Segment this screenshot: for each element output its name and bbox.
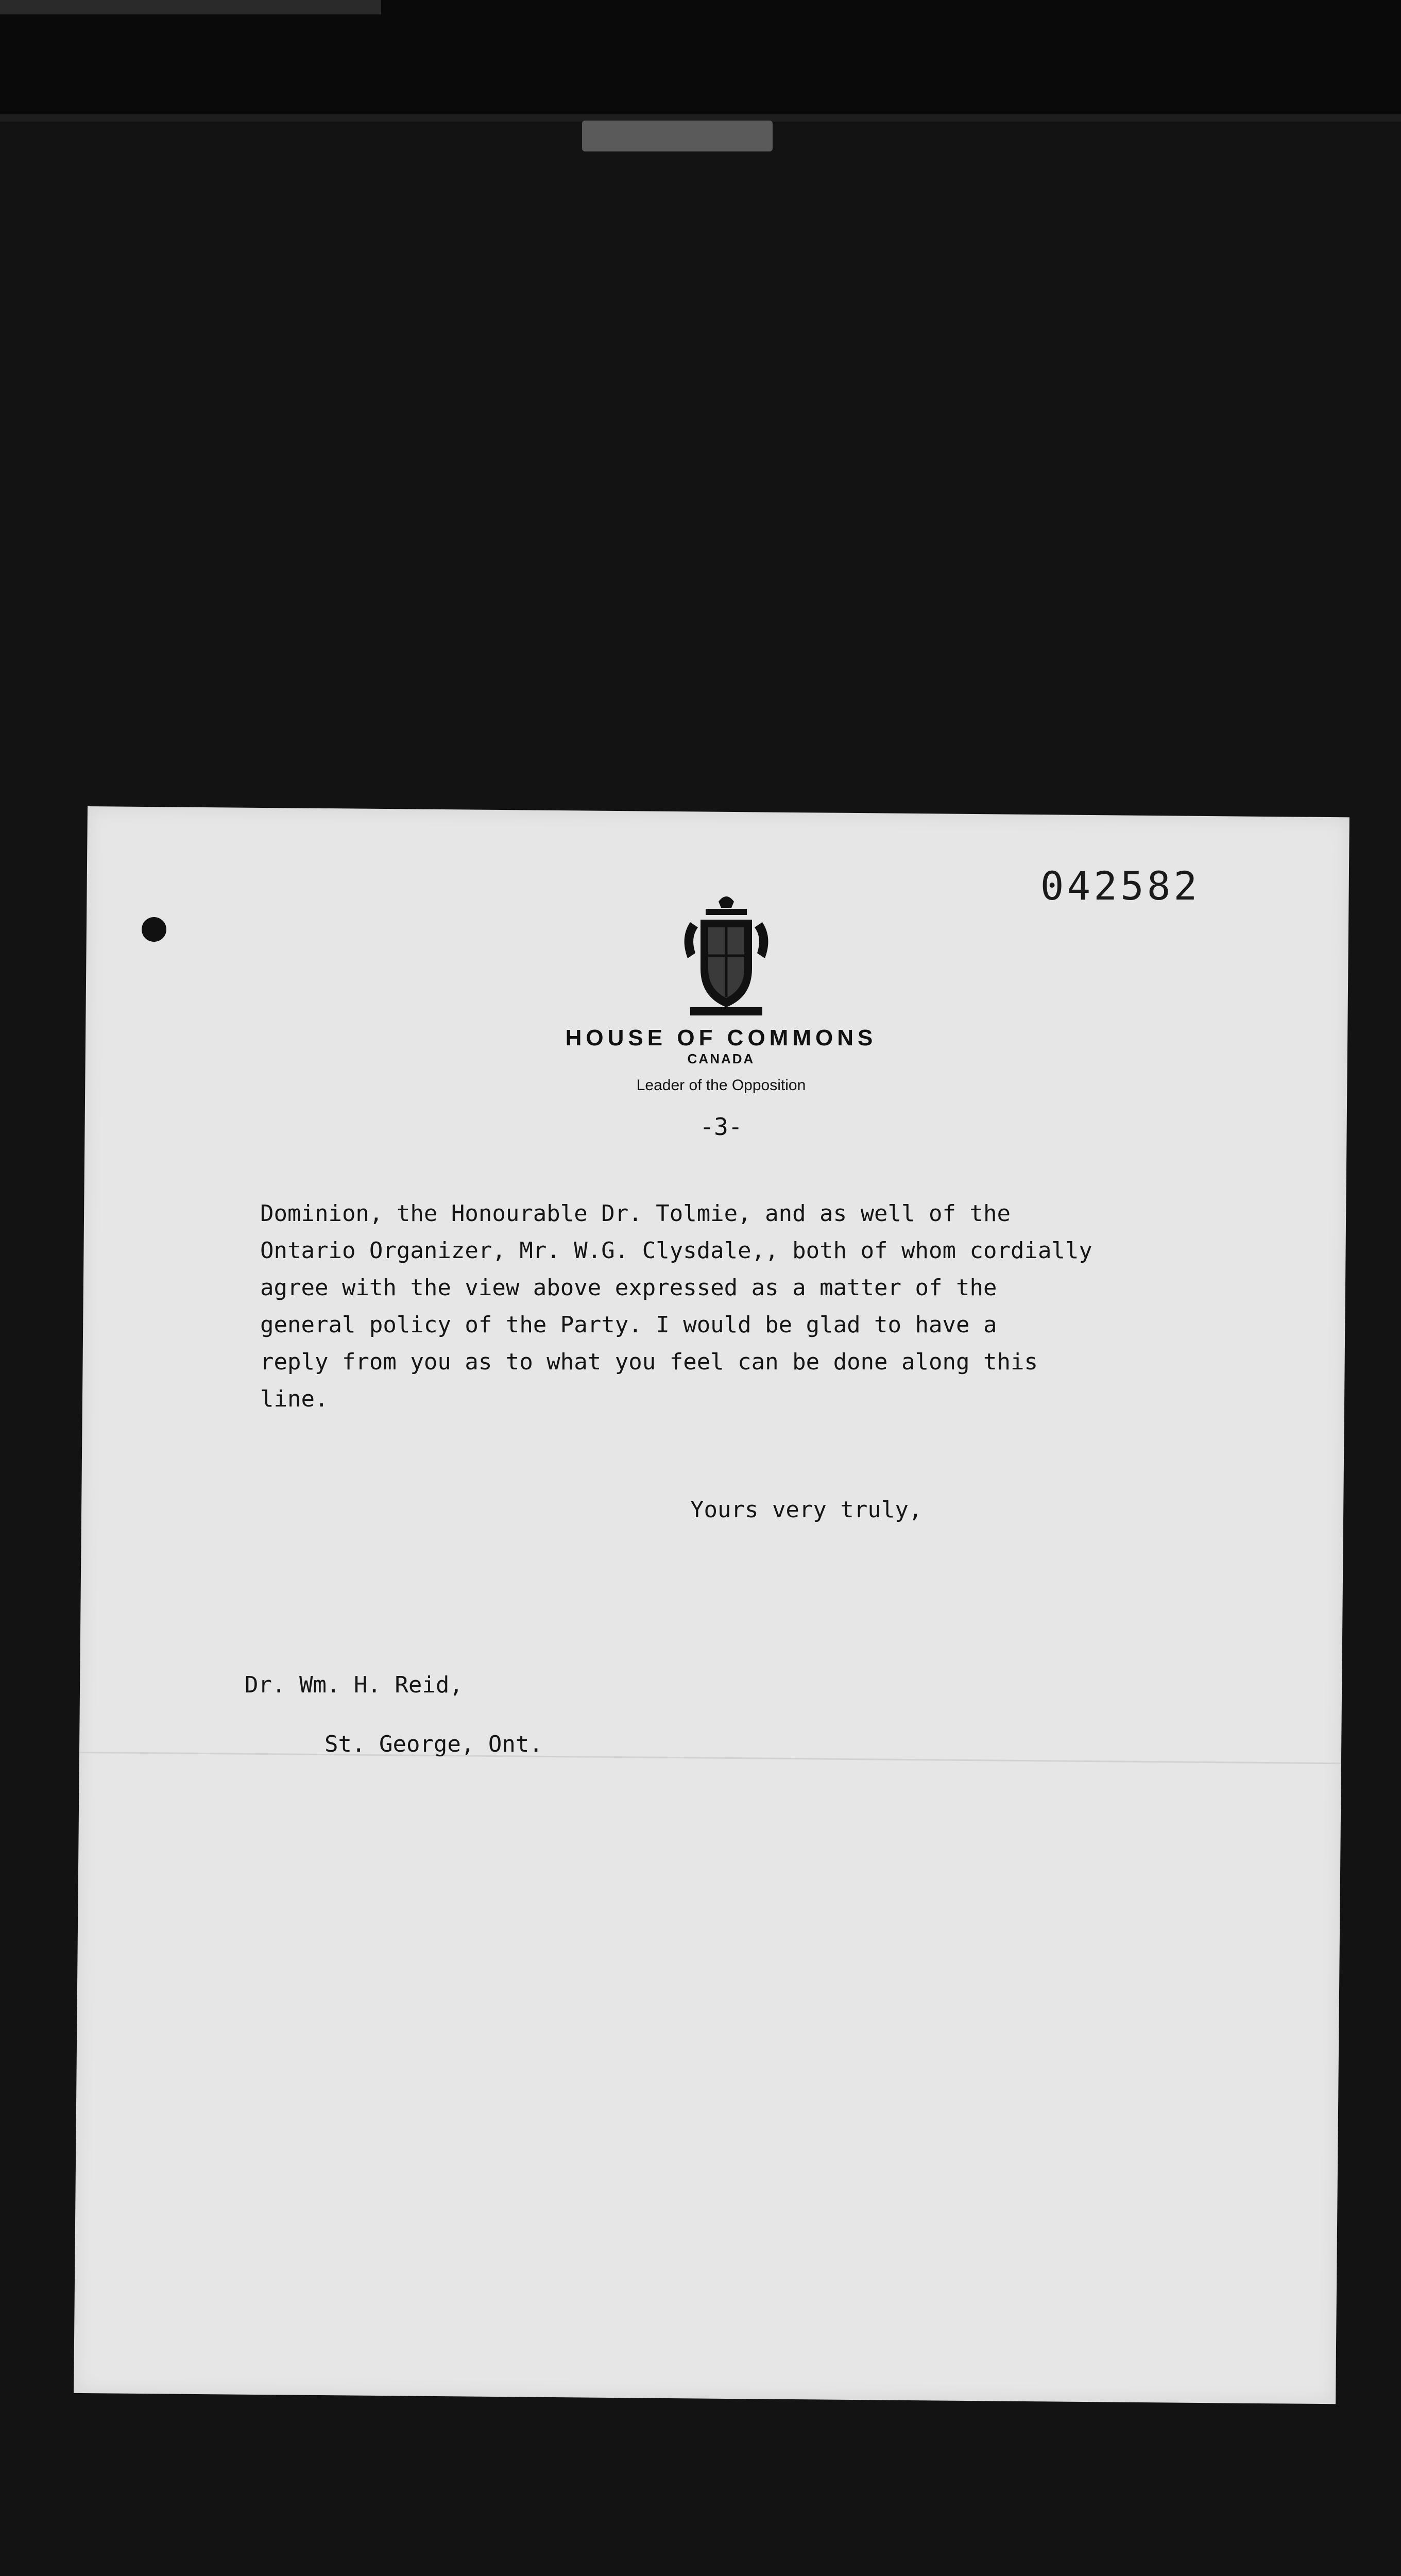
film-holder-tab (582, 121, 773, 151)
coat-of-arms-crest-icon (670, 891, 783, 1020)
document-number: 042582 (1040, 863, 1201, 909)
body-line: reply from you as to what you feel can be done along this (260, 1349, 1038, 1375)
letterhead-title: HOUSE OF COMMONS (565, 1025, 877, 1050)
page-fold-line (79, 1752, 1341, 1764)
letter-closing: Yours very truly, (690, 1497, 922, 1523)
punch-hole (142, 917, 166, 942)
page-number: -3- (699, 1113, 743, 1141)
body-line: general policy of the Party. I would be glad to have a (260, 1312, 997, 1338)
film-edge-marking (0, 0, 381, 14)
film-top-band (0, 0, 1401, 118)
body-line: Dominion, the Honourable Dr. Tolmie, and as well of the (260, 1200, 1011, 1227)
body-line: line. (260, 1386, 329, 1412)
letter-body (260, 1195, 1265, 1418)
letterhead-country: CANADA (687, 1051, 755, 1066)
addressee-name: Dr. Wm. H. Reid, (245, 1672, 463, 1698)
letterhead-office: Leader of the Opposition (636, 1077, 806, 1094)
body-line: agree with the view above expressed as a matter of the (260, 1275, 997, 1301)
addressee-location: St. George, Ont. (324, 1731, 543, 1757)
body-line: Ontario Organizer, Mr. W.G. Clysdale,, both of whom cordially (260, 1238, 1092, 1264)
